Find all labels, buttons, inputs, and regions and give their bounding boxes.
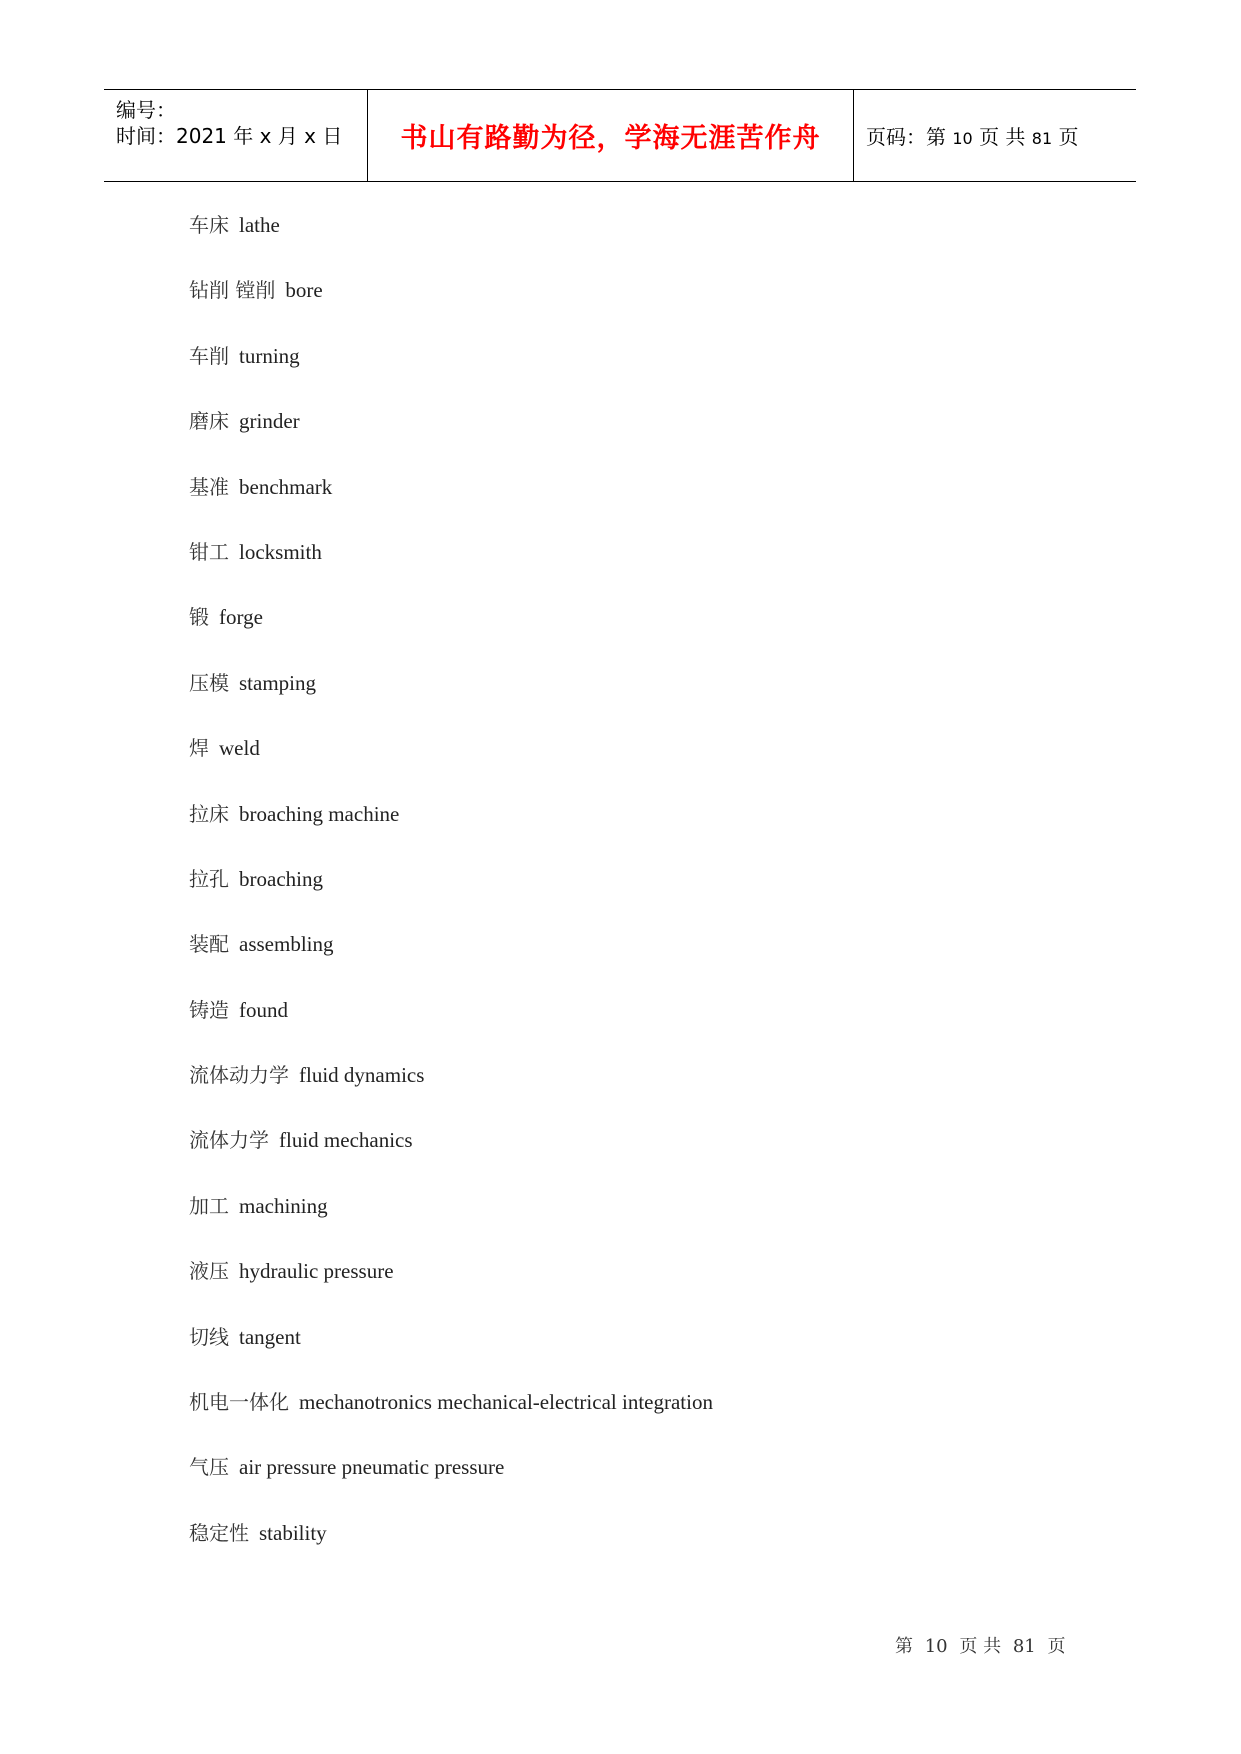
glossary-item bbox=[189, 275, 713, 340]
header-page-prefix: 页码：第 bbox=[866, 125, 946, 149]
glossary-item bbox=[189, 406, 713, 471]
glossary-item bbox=[189, 1387, 713, 1452]
footer-suffix: 页 bbox=[1047, 1636, 1066, 1657]
document-time-label: 时间：2021 年 x 月 x 日 bbox=[116, 124, 343, 148]
header-meta-cell bbox=[104, 90, 368, 181]
glossary-term-en: benchmark bbox=[239, 474, 333, 499]
glossary-item bbox=[189, 537, 713, 602]
glossary-term-zh: 基准 bbox=[189, 474, 229, 499]
glossary-item bbox=[189, 1256, 713, 1321]
page-footer bbox=[895, 1632, 1071, 1658]
glossary-term-en: machining bbox=[239, 1193, 328, 1218]
glossary-term-en: bore bbox=[285, 278, 323, 303]
glossary-item bbox=[189, 1322, 713, 1387]
glossary-item bbox=[189, 668, 713, 733]
glossary-term-en: lathe bbox=[239, 213, 280, 237]
glossary-term-en: grinder bbox=[239, 409, 300, 434]
glossary-term-zh: 拉孔 bbox=[189, 866, 229, 891]
glossary-term-en: hydraulic pressure bbox=[239, 1259, 394, 1284]
glossary-item bbox=[189, 472, 713, 537]
glossary-term-zh: 切线 bbox=[189, 1324, 229, 1349]
glossary-item bbox=[189, 210, 713, 275]
glossary-term-en: broaching bbox=[239, 866, 323, 891]
glossary-item bbox=[189, 1060, 713, 1125]
glossary-term-en: tangent bbox=[239, 1324, 301, 1349]
glossary-term-zh: 压模 bbox=[189, 670, 229, 695]
document-number-label: 编号： bbox=[116, 98, 176, 122]
glossary-term-zh: 钻削 镗削 bbox=[189, 278, 276, 303]
glossary-list bbox=[189, 210, 713, 1583]
header-motto: 书山有路勤为径，学海无涯苦作舟 bbox=[400, 123, 821, 154]
glossary-item bbox=[189, 733, 713, 798]
glossary-term-en: weld bbox=[219, 736, 260, 761]
footer-prefix: 第 bbox=[895, 1636, 913, 1657]
glossary-term-en: stability bbox=[259, 1520, 327, 1545]
glossary-term-zh: 车床 bbox=[189, 213, 229, 237]
footer-total-pages: 81 bbox=[1012, 1636, 1036, 1657]
page-header-table bbox=[104, 89, 1136, 182]
glossary-item bbox=[189, 341, 713, 406]
glossary-item bbox=[189, 864, 713, 929]
glossary-item bbox=[189, 995, 713, 1060]
header-page-current: 10 bbox=[952, 129, 973, 148]
glossary-term-en: fluid mechanics bbox=[279, 1128, 413, 1153]
glossary-term-zh: 气压 bbox=[189, 1455, 229, 1480]
glossary-term-en: assembling bbox=[239, 932, 334, 957]
glossary-term-zh: 焊 bbox=[189, 736, 209, 761]
glossary-term-zh: 车削 bbox=[189, 343, 229, 368]
glossary-item bbox=[189, 1191, 713, 1256]
glossary-term-en: turning bbox=[239, 343, 300, 368]
glossary-term-zh: 流体动力学 bbox=[189, 1063, 289, 1088]
glossary-term-zh: 流体力学 bbox=[189, 1128, 269, 1153]
glossary-term-zh: 稳定性 bbox=[189, 1520, 249, 1545]
glossary-term-zh: 磨床 bbox=[189, 409, 229, 434]
glossary-term-zh: 装配 bbox=[189, 932, 229, 957]
header-page-suffix: 页 bbox=[1058, 125, 1079, 149]
glossary-term-zh: 液压 bbox=[189, 1259, 229, 1284]
glossary-term-zh: 钳工 bbox=[189, 539, 229, 564]
glossary-item bbox=[189, 1518, 713, 1583]
glossary-term-zh: 锻 bbox=[189, 605, 209, 630]
glossary-item bbox=[189, 1452, 713, 1517]
glossary-term-en: forge bbox=[219, 605, 263, 630]
footer-mid: 页 共 bbox=[959, 1636, 1002, 1657]
header-motto-cell bbox=[368, 90, 854, 181]
glossary-term-en: found bbox=[239, 997, 288, 1022]
glossary-term-en: air pressure pneumatic pressure bbox=[239, 1455, 505, 1480]
glossary-term-en: stamping bbox=[239, 670, 316, 695]
footer-current-page: 10 bbox=[924, 1636, 948, 1657]
header-page-cell bbox=[854, 90, 1136, 181]
header-page-info bbox=[866, 121, 1079, 150]
glossary-term-en: fluid dynamics bbox=[299, 1063, 425, 1088]
glossary-term-zh: 机电一体化 bbox=[189, 1390, 289, 1415]
glossary-term-zh: 拉床 bbox=[189, 801, 229, 826]
glossary-term-en: locksmith bbox=[239, 539, 322, 564]
glossary-term-zh: 铸造 bbox=[189, 997, 229, 1022]
glossary-item bbox=[189, 602, 713, 667]
glossary-item bbox=[189, 799, 713, 864]
glossary-term-en: mechanotronics mechanical-electrical integration bbox=[299, 1390, 713, 1415]
glossary-item bbox=[189, 1125, 713, 1190]
header-page-mid: 页 共 bbox=[979, 125, 1026, 149]
glossary-term-en: broaching machine bbox=[239, 801, 400, 826]
header-page-total: 81 bbox=[1031, 129, 1053, 148]
glossary-item bbox=[189, 929, 713, 994]
glossary-term-zh: 加工 bbox=[189, 1193, 229, 1218]
